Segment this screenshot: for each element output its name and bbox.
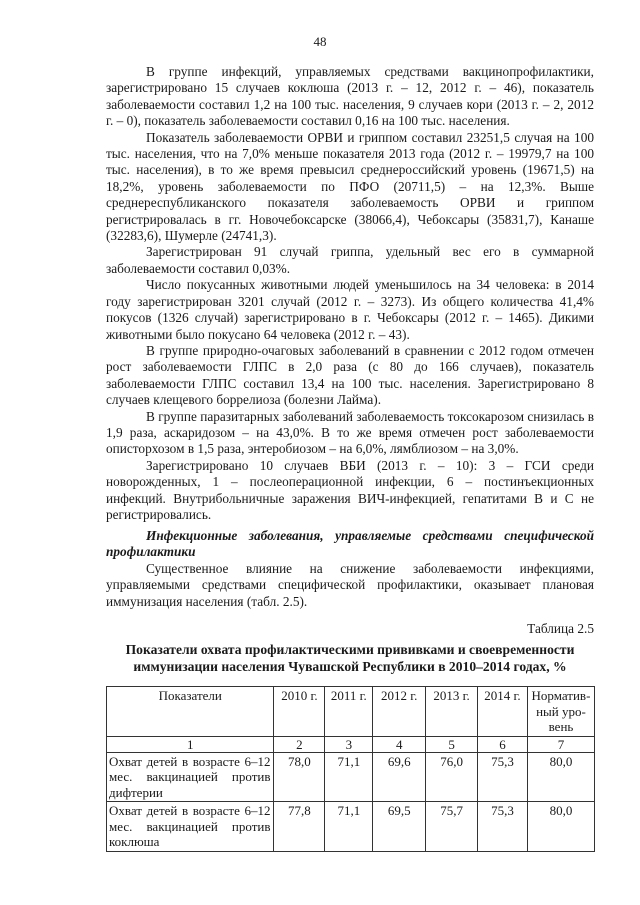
row-label: Охват детей в возрасте 6–12 мес. вакцинацией против коклюша <box>107 802 274 852</box>
table-label: Таблица 2.5 <box>527 621 594 636</box>
header-2013: 2013 г. <box>426 687 478 737</box>
table-cell: 80,0 <box>527 802 594 852</box>
column-number: 4 <box>373 736 426 752</box>
table-cell: 71,1 <box>325 802 373 852</box>
column-number: 1 <box>107 736 274 752</box>
table-cell: 75,3 <box>478 752 528 802</box>
table-row <box>107 802 595 852</box>
paragraph-vaccine-infections: В группе инфекций, управляемых средствами вакцинопрофилактики, зарегистрировано 15 случаев коклюша (2013 г. – 12, 2012 г. – 46), показатель заболеваемости составил 1,2 на 100 тыс. населения, 9 случаев кори (2013 г. – 2, 2012 г. – 0), показатель заболеваемости составил 0,16 на 100 тыс. населения. <box>106 64 594 129</box>
column-number: 6 <box>478 736 528 752</box>
table-cell: 69,5 <box>373 802 426 852</box>
row-label: Охват детей в возрасте 6–12 мес. вакцинацией против дифтерии <box>107 752 274 802</box>
paragraph-influenza-cases: Зарегистрирован 91 случай гриппа, удельный вес его в суммарной заболеваемости составил 0,03%. <box>106 244 594 276</box>
table-header-row <box>107 687 595 737</box>
table-row <box>107 752 595 802</box>
paragraph-parasitic: В группе паразитарных заболеваний заболеваемость токсокарозом снизилась в 1,9 раза, аскаридозом – на 43,0%. В то же время отмечен рост заболеваемости описторхозом в 1,5 раза, энтеробиозом – на 6,0%, лямблиозом – на 3,0%. <box>106 408 594 457</box>
table-cell: 69,6 <box>373 752 426 802</box>
section-heading: Инфекционные заболевания, управляемые средствами специфической профилактики <box>106 528 594 560</box>
column-number: 5 <box>426 736 478 752</box>
header-2012: 2012 г. <box>373 687 426 737</box>
table-cell: 80,0 <box>527 752 594 802</box>
paragraph-natural-focal: В группе природно-очаговых заболеваний в сравнении с 2012 годом отмечен рост заболеваемости ГЛПС в 2,0 раза (с 80 до 166 случаев), показатель заболеваемости ГЛПС составил 13,4 на 100 тыс. населения. Зарегистрировано 8 случаев клещевого боррелиоза (болезни Лайма). <box>106 342 594 408</box>
table-cell: 75,7 <box>426 802 478 852</box>
header-2011: 2011 г. <box>325 687 373 737</box>
column-number: 7 <box>527 736 594 752</box>
table-cell: 76,0 <box>426 752 478 802</box>
paragraph-animal-bites: Число покусанных животными людей уменьшилось на 34 человека: в 2014 году зарегистрирован 3201 случай (2012 г. – 3273). Из общего количества 41,4% покусов (1326 случай) зарегистрировано в г. Чебоксары (2012 г. – 1465). Дикими животными было покусано 64 человека (2012 г. – 43). <box>106 277 594 342</box>
table-cell: 77,8 <box>274 802 325 852</box>
column-number: 2 <box>274 736 325 752</box>
body-text <box>106 64 594 523</box>
table-cell: 75,3 <box>478 802 528 852</box>
table-column-numbers-row <box>107 736 595 752</box>
page-number: 48 <box>313 34 327 49</box>
table-title: Показатели охвата профилактическими прививками и своевременности иммунизации населения Чувашской Республики в 2010–2014 годах, % <box>125 642 575 674</box>
paragraph-immunization: Существенное влияние на снижение заболеваемости инфекциями, управляемыми средствами специфической профилактики, оказывает плановая иммунизация населения (табл. 2.5). <box>106 561 594 609</box>
header-normative-level: Норматив-ный уро-вень <box>527 687 594 737</box>
paragraph-arvi-influenza: Показатель заболеваемости ОРВИ и гриппом составил 23251,5 случая на 100 тыс. населения, что на 7,0% меньше показателя 2013 года (2012 г. – 19979,7 на 100 тыс. населения), в то же время превысил среднероссийский уровень (19671,5) на 18,2%, уровень заболеваемости по ПФО (20711,5) – на 12,3%. Выше среднереспубликанского показателя заболеваемость ОРВИ и гриппом регистрировалась в гг. Новочебоксарске (38066,4), Чебоксары (35831,7), Канаше (32283,6), Шумерле (24741,3). <box>106 129 594 244</box>
table-cell: 71,1 <box>325 752 373 802</box>
section-text <box>106 561 594 610</box>
header-2014: 2014 г. <box>478 687 528 737</box>
immunization-table <box>106 686 595 852</box>
paragraph-hospital-infections: Зарегистрировано 10 случаев ВБИ (2013 г. – 10): 3 – ГСИ среди новорожденных, 1 – послеоперационной инфекции, 6 – постинъекционных инфекций. Внутрибольничные заражения ВИЧ-инфекцией, гепатитами В и С не регистрировались. <box>106 457 594 522</box>
table-cell: 78,0 <box>274 752 325 802</box>
header-indicators: Показатели <box>107 687 274 737</box>
header-2010: 2010 г. <box>274 687 325 737</box>
column-number: 3 <box>325 736 373 752</box>
